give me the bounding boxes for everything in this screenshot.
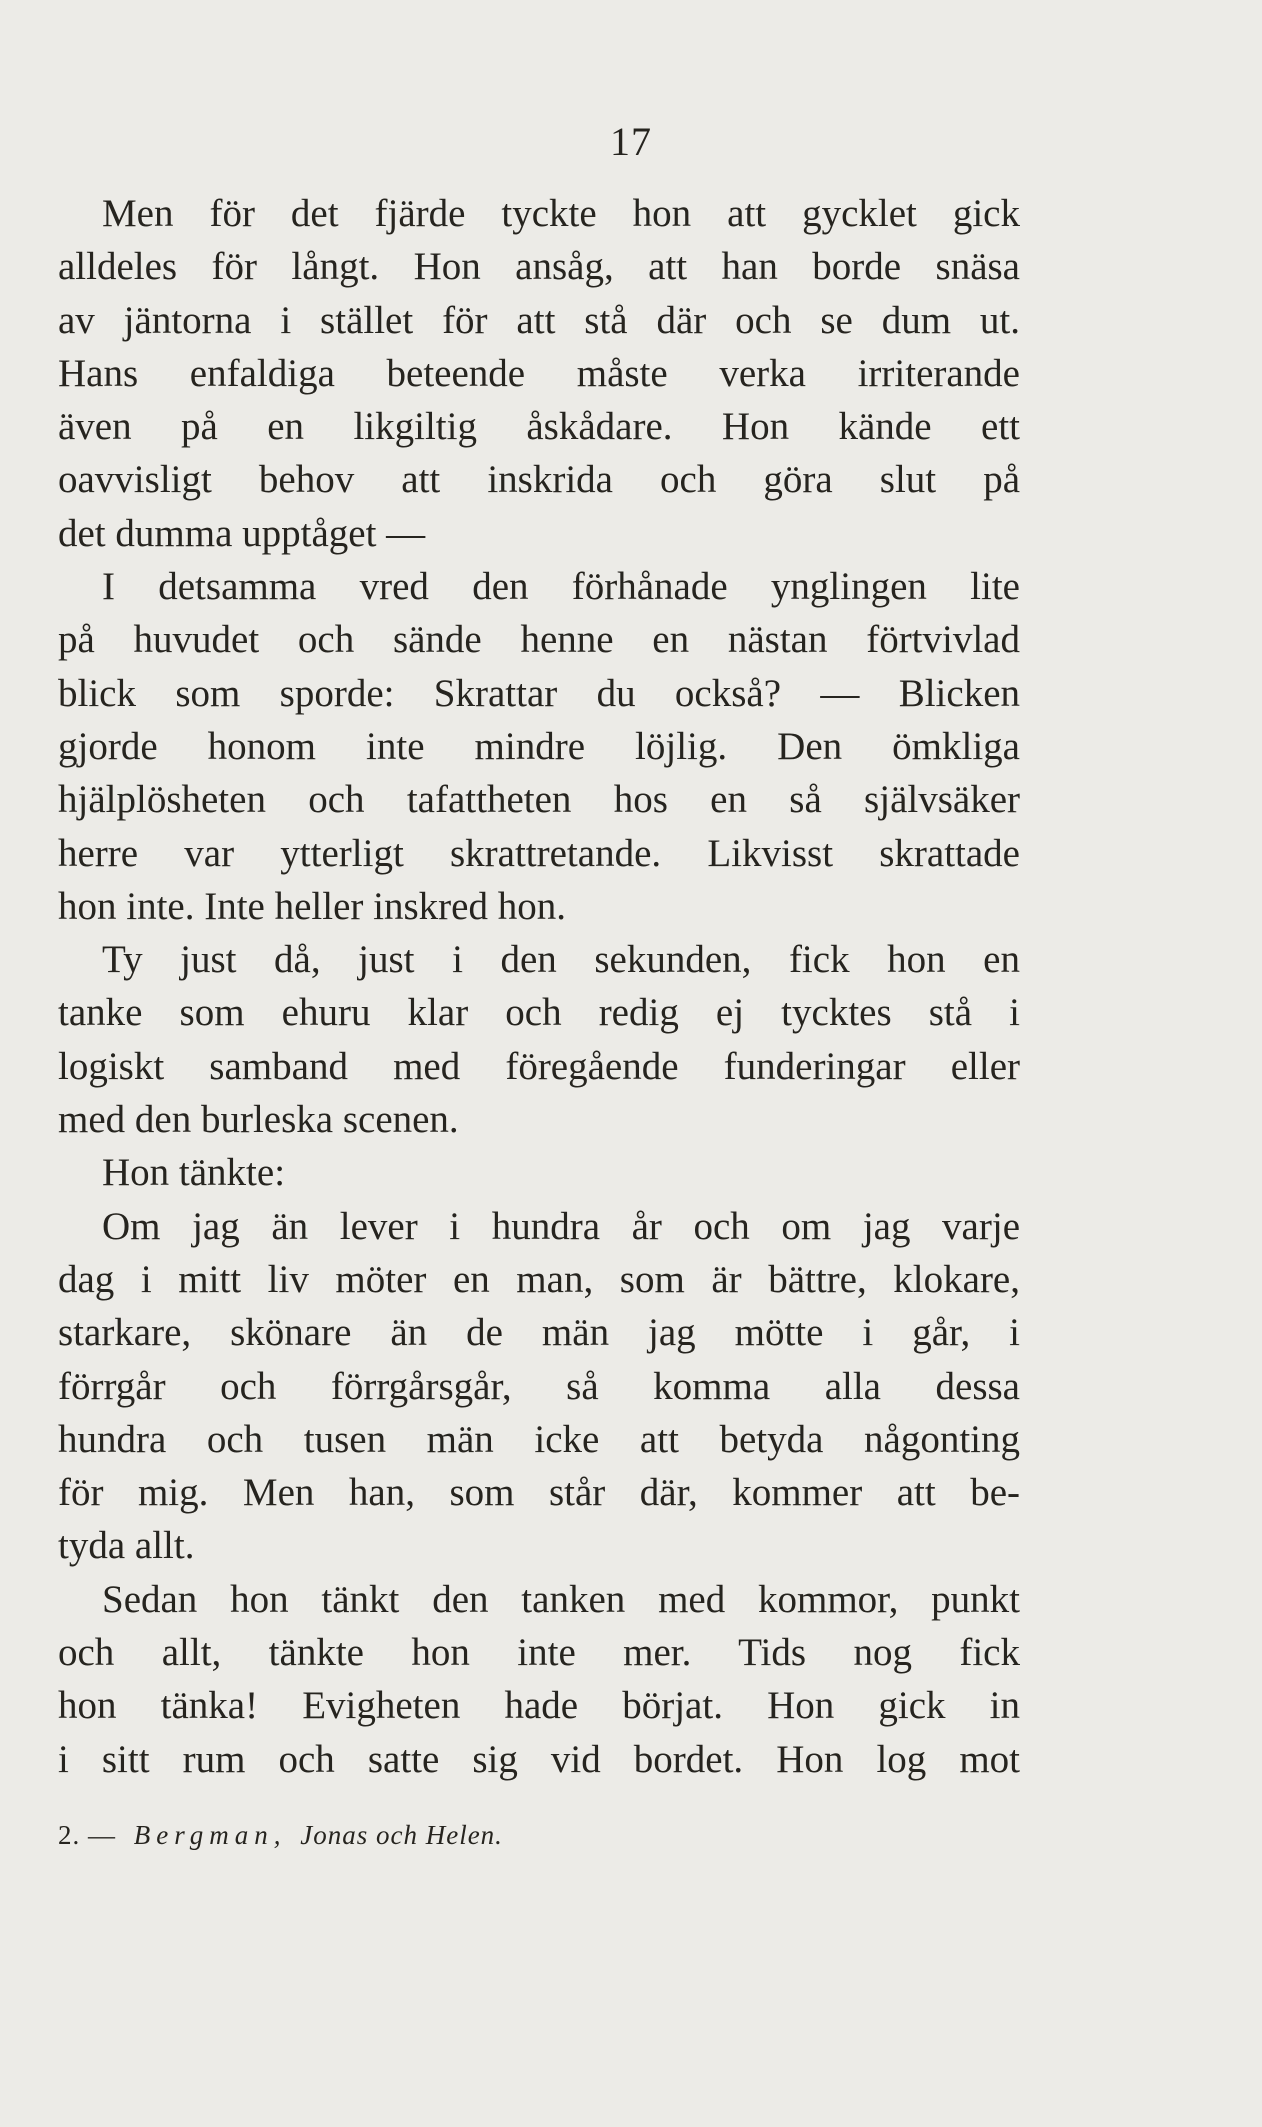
body-text	[58, 187, 1020, 1786]
text-line: I detsamma vred den förhånade ynglingen lite	[102, 565, 1020, 609]
text-line: Hon tänkte:	[102, 1151, 286, 1195]
text-line: starkare, skönare än de män jag mötte i går, i	[58, 1311, 1020, 1355]
text-line: tanke som ehuru klar och redig ej tycktes stå i	[58, 991, 1020, 1035]
text-line: med den burleska scenen.	[58, 1098, 459, 1142]
text-line: tyda allt.	[58, 1524, 195, 1568]
text-line: hon tänka! Evigheten hade börjat. Hon gick in	[58, 1684, 1020, 1728]
text-line: och allt, tänkte hon inte mer. Tids nog fick	[58, 1631, 1020, 1675]
text-line: Ty just då, just i den sekunden, fick hon en	[102, 938, 1020, 982]
footer-author: Bergman,	[133, 1820, 287, 1850]
signature-mark: 2. —	[58, 1820, 116, 1850]
text-line: i sitt rum och satte sig vid bordet. Hon log mot	[58, 1737, 1020, 1781]
text-line: av jäntorna i stället för att stå där och se dum ut.	[58, 298, 1020, 342]
text-line: alldeles för långt. Hon ansåg, att han borde snäsa	[58, 245, 1020, 289]
text-line: Hans enfaldiga beteende måste verka irriterande	[58, 351, 1020, 395]
text-line: hundra och tusen män icke att betyda någonting	[58, 1417, 1020, 1461]
text-line: dag i mitt liv möter en man, som är bättre, klokare,	[58, 1257, 1020, 1301]
text-line: gjorde honom inte mindre löjlig. Den ömkliga	[58, 724, 1020, 768]
text-line: även på en likgiltig åskådare. Hon kände ett	[58, 405, 1020, 449]
text-line: logiskt samband med föregående funderingar eller	[58, 1044, 1020, 1088]
text-line: på huvudet och sände henne en nästan förtvivlad	[58, 618, 1020, 662]
text-line: hjälplösheten och tafattheten hos en så självsäker	[58, 778, 1020, 822]
page-footer	[58, 1820, 503, 1851]
text-line: blick som sporde: Skrattar du också? — Blicken	[58, 671, 1020, 715]
text-line: Sedan hon tänkt den tanken med kommor, punkt	[102, 1577, 1020, 1621]
text-line: för mig. Men han, som står där, kommer att be-	[58, 1471, 1020, 1515]
text-line: förrgår och förrgårsgår, så komma alla dessa	[58, 1364, 1020, 1408]
text-line: det dumma upptåget —	[58, 511, 426, 555]
page-number: 17	[610, 119, 652, 164]
text-line: hon inte. Inte heller inskred hon.	[58, 884, 566, 928]
text-line: Men för det fjärde tyckte hon att gycklet gick	[102, 192, 1020, 235]
text-line: Om jag än lever i hundra år och om jag varje	[102, 1204, 1020, 1248]
footer-title: Jonas och Helen.	[300, 1820, 503, 1850]
text-line: oavvisligt behov att inskrida och göra slut på	[58, 458, 1020, 502]
text-line: herre var ytterligt skrattretande. Likvisst skrattade	[58, 831, 1020, 875]
